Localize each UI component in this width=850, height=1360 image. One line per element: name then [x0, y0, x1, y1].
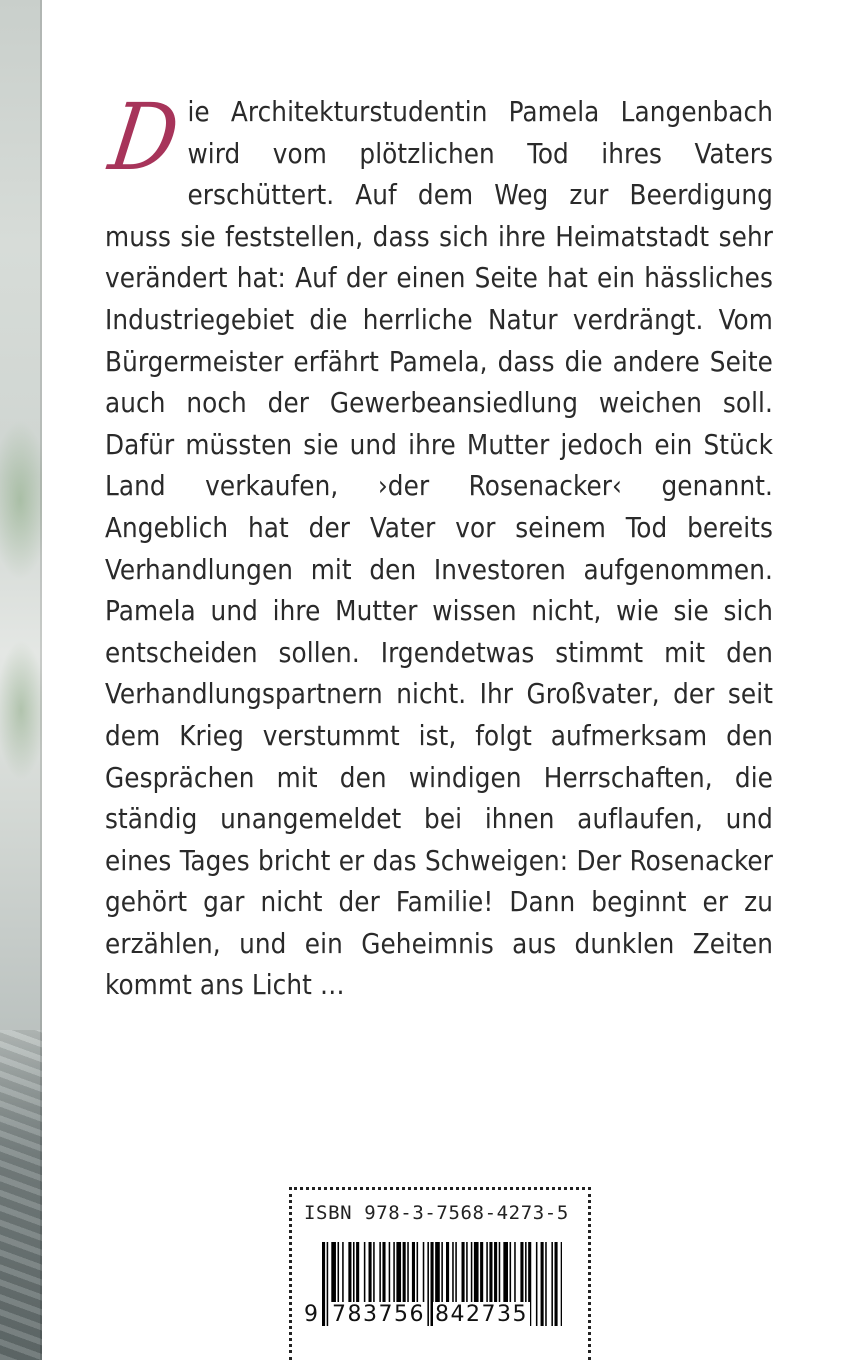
back-cover-blurb: [103, 84, 773, 1007]
foliage-blur: [0, 420, 42, 580]
isbn-label: ISBN 978-3-7568-4273-5: [304, 1202, 569, 1224]
blurb-text: ie Architekturstudentin Pamela Langenbach wird vom plötzlichen Tod ihres Vaters erschüttert. Auf dem Weg zur Beerdigung muss sie feststellen, dass sich ihre Heimatstadt sehr verändert hat: Auf der einen Seite hat ein hässliches Industriegebiet die herrliche Natur verdrängt. Vom Bürgermeister erfährt Pamela, dass die andere Seite auch noch der Gewerbeansiedlung weichen soll. Dafür müssten sie und ihre Mutter jedoch ein Stück Land verkaufen, ›der Rosenacker‹ genannt. Angeblich hat der Vater vor seinem Tod bereits Verhandlungen mit den Investoren aufgenommen. Pamela und ihre Mutter wissen nicht, wie sie sich entscheiden sollen. Irgendetwas stimmt mit den Verhandlungspartnern nicht. Ihr Großvater, der seit dem Krieg verstummt ist, folgt aufmerksam den Gesprächen mit den windigen Herrschaften, die ständig unangemeldet bei ihnen auflaufen, und eines Tages bricht er das Schweigen: Der Rosenacker gehört gar nicht der Familie! Dann beginnt er zu erzählen, und ein Geheimnis aus dunklen Zeiten kommt ans Licht …: [105, 96, 773, 1002]
isbn-barcode-box: [289, 1187, 591, 1360]
barcode-digits-left: 783756: [332, 1302, 425, 1327]
barcode-digits-right: 842735: [434, 1302, 528, 1327]
barcode-digits: [304, 1302, 584, 1327]
drop-cap: D: [103, 84, 186, 191]
foliage-blur: [0, 640, 42, 780]
spine-edge: [40, 0, 42, 1360]
stone-texture: [0, 1030, 42, 1360]
barcode-digit-first: 9: [304, 1302, 318, 1327]
spine-photo-strip: [0, 0, 42, 1360]
